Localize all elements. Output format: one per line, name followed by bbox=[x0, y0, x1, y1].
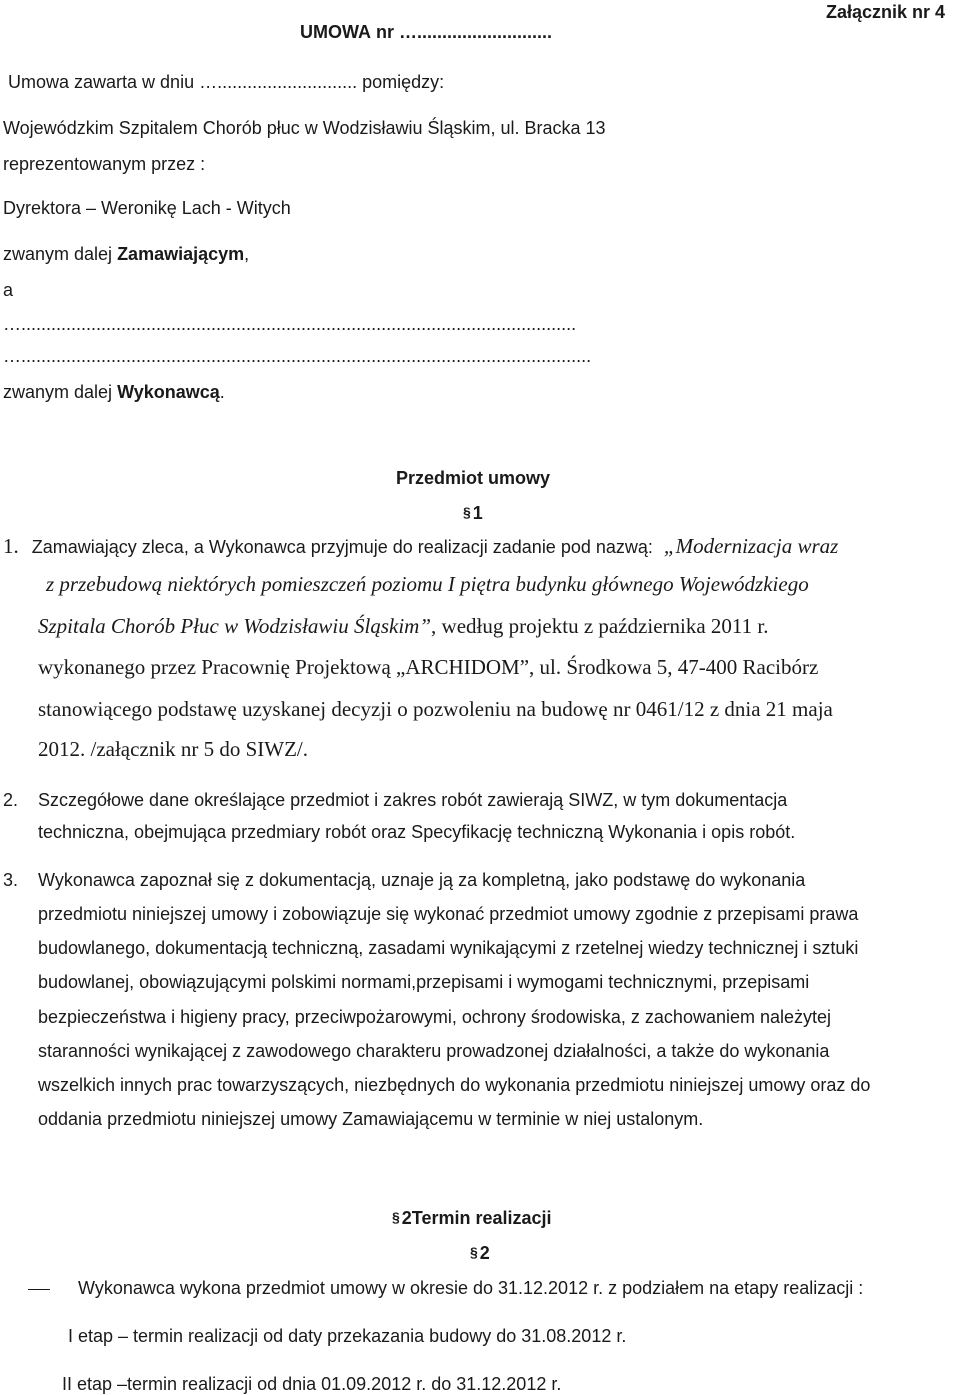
point-1-title-start: „Modernizacja wraz bbox=[663, 534, 839, 558]
contract-title-prefix: UMOWA bbox=[300, 22, 371, 42]
stage-2-line: II etap –termin realizacji od dnia 01.09.2012 r. do 31.12.2012 r. bbox=[62, 1374, 562, 1394]
point-1-text-sans: Zamawiający zleca, a Wykonawca przyjmuje do realizacji zadanie pod nazwą: bbox=[31, 537, 653, 557]
point-1-line-1 bbox=[3, 534, 838, 559]
point-3-number: 3. bbox=[3, 870, 19, 890]
director-line: Dyrektora – Weronikę Lach - Witych bbox=[3, 198, 291, 218]
section-1-number-text: 1 bbox=[472, 503, 483, 523]
contract-date-line: Umowa zawarta w dniu …............................ pomiędzy: bbox=[8, 72, 445, 92]
point-1-line-4: wykonanego przez Pracownię Projektową „ARCHIDOM”, ul. Środkowa 5, 47-400 Racibórz bbox=[38, 655, 819, 679]
point-1-line-3 bbox=[38, 614, 768, 639]
contract-title-number: nr …........................... bbox=[376, 22, 553, 42]
stage-1-line: I etap – termin realizacji od daty przekazania budowy do 31.08.2012 r. bbox=[68, 1326, 627, 1346]
point-3-line-3: budowlanego, dokumentacją techniczną, zasadami wynikającymi z rzetelnej wiedzy technicznej i sztuki bbox=[38, 938, 859, 958]
contract-title bbox=[300, 22, 552, 43]
section-2-heading-text: 2Termin realizacji bbox=[401, 1208, 552, 1228]
section-1-number bbox=[463, 503, 483, 524]
section-2-heading bbox=[392, 1208, 552, 1229]
section-2-bullet-text: Wykonawca wykona przedmiot umowy w okresie do 31.12.2012 r. z podziałem na etapy realizacji : bbox=[78, 1278, 864, 1298]
and-line: a bbox=[3, 280, 14, 300]
point-3-line-5: bezpieczeństwa i higieny pracy, przeciwpożarowymi, ochrony środowiska, z zachowaniem należytej bbox=[38, 1007, 832, 1027]
point-2-number: 2. bbox=[3, 790, 19, 810]
ordering-prefix: zwanym dalej bbox=[3, 244, 113, 264]
ordering-suffix: , bbox=[244, 244, 250, 264]
section-2-number-text: 2 bbox=[479, 1243, 490, 1263]
point-1-number: 1. bbox=[3, 534, 19, 558]
attachment-label: Załącznik nr 4 bbox=[826, 2, 946, 22]
hospital-line: Wojewódzkim Szpitalem Chorób płuc w Wodzisławiu Śląskim, ul. Bracka 13 bbox=[3, 118, 606, 138]
point-1-title-end: Szpitala Chorób Płuc w Wodzisławiu Śląskim” bbox=[38, 614, 432, 638]
section-1-heading: Przedmiot umowy bbox=[396, 468, 551, 488]
section-sign-icon: § bbox=[470, 1244, 478, 1260]
point-1-line-5: stanowiącego podstawę uzyskanej decyzji o pozwoleniu na budowę nr 0461/12 z dnia 21 maja bbox=[38, 697, 833, 721]
section-2-bullet bbox=[28, 1278, 863, 1299]
contractor-suffix: . bbox=[219, 382, 225, 402]
point-2-line-2: techniczna, obejmująca przedmiary robót oraz Specyfikację techniczną Wykonania i opis robót. bbox=[38, 822, 796, 842]
point-1-project-date: , według projektu z października 2011 r. bbox=[431, 614, 769, 638]
dash-bullet-icon bbox=[28, 1289, 50, 1290]
section-2-number bbox=[470, 1243, 490, 1264]
point-3-line-1: Wykonawca zapoznał się z dokumentacją, uznaje ją za kompletną, jako podstawę do wykonania bbox=[38, 870, 806, 890]
point-3-line-4: budowlanej, obowiązującymi polskimi normami,przepisami i wymogami technicznymi, przepisami bbox=[38, 972, 810, 992]
contractor-line bbox=[3, 382, 225, 403]
section-sign-icon: § bbox=[463, 504, 471, 520]
blank-line-2: ….................................................................................................................. bbox=[3, 346, 592, 366]
contractor-prefix: zwanym dalej bbox=[3, 382, 113, 402]
point-2-line-1: Szczegółowe dane określające przedmiot i zakres robót zawierają SIWZ, w tym dokumentacja bbox=[38, 790, 788, 810]
ordering-name: Zamawiającym bbox=[117, 244, 245, 264]
point-3-line-2: przedmiotu niniejszej umowy i zobowiązuje się wykonać przedmiot umowy zgodnie z przepisami prawa bbox=[38, 904, 859, 924]
point-3-line-6: staranności wynikającej z zawodowego charakteru prowadzonej działalności, a także do wykonania bbox=[38, 1041, 830, 1061]
point-3-line-7: wszelkich innych prac towarzyszących, niezbędnych do wykonania przedmiotu niniejszej umowy oraz do bbox=[38, 1075, 871, 1095]
ordering-party-line bbox=[3, 244, 249, 265]
point-1-line-2: z przebudową niektórych pomieszczeń poziomu I piętra budynku głównego Wojewódzkiego bbox=[46, 572, 809, 596]
point-1-line-6: 2012. /załącznik nr 5 do SIWZ/. bbox=[38, 737, 309, 761]
point-3-line-8: oddania przedmiotu niniejszej umowy Zamawiającemu w terminie w niej ustalonym. bbox=[38, 1109, 704, 1129]
represented-line: reprezentowanym przez : bbox=[3, 154, 206, 174]
section-sign-icon: § bbox=[392, 1209, 400, 1225]
contractor-name: Wykonawcą bbox=[117, 382, 220, 402]
blank-line-1: …............................................................................................................... bbox=[3, 314, 577, 334]
